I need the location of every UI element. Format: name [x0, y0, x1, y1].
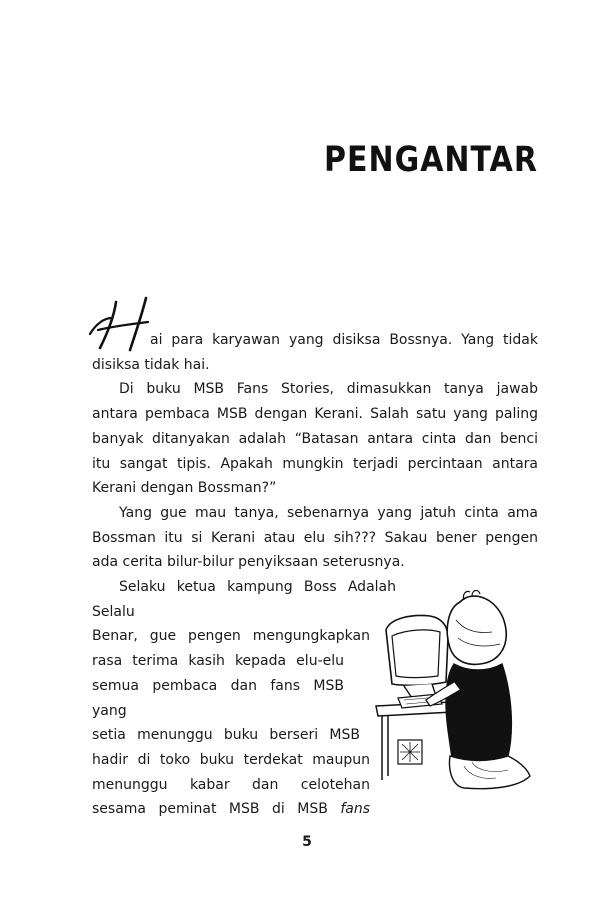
- page-number: 5: [302, 834, 312, 850]
- text-line: banyak ditanyakan adalah “Batasan antara cinta dan benci: [92, 430, 538, 447]
- text-line: ada cerita bilur-bilur penyiksaan seterusnya.: [92, 554, 405, 571]
- text-line: Kerani dengan Bossman?”: [92, 480, 277, 497]
- text-line: hadir di toko buku terdekat maupun: [92, 751, 370, 768]
- text-line-last: [92, 797, 370, 822]
- text-line: Benar, gue pengen mengungkapkan: [92, 628, 370, 645]
- text-line: Yang gue mau tanya, sebenarnya yang jatuh cinta ama: [119, 504, 538, 521]
- text-line: Selaku ketua kampung Boss Adalah Selalu: [92, 579, 396, 620]
- chapter-title: PENGANTAR: [324, 140, 538, 181]
- text-line: semua pembaca dan fans MSB yang: [92, 677, 344, 719]
- text-line-italic: fans: [340, 801, 371, 818]
- text-line: itu sangat tipis. Apakah mungkin terjadi percintaan antara: [92, 455, 538, 472]
- text-line: disiksa tidak hai.: [92, 356, 210, 373]
- girl-at-computer-illustration: [368, 590, 538, 790]
- text-line: antara pembaca MSB dengan Kerani. Salah satu yang paling: [92, 406, 538, 423]
- text-line: setia menunggu buku berseri MSB: [92, 727, 360, 744]
- text-line-normal: sesama peminat MSB di MSB: [92, 801, 328, 818]
- text-line: ai para karyawan yang disiksa Bossnya. Yang tidak: [150, 332, 538, 348]
- text-line: rasa terima kasih kepada elu-elu: [92, 653, 344, 670]
- text-line: Bossman itu si Kerani atau elu sih??? Sakau bener pengen: [92, 529, 538, 546]
- text-line: Di buku MSB Fans Stories, dimasukkan tanya jawab: [119, 381, 538, 398]
- text-line: menunggu kabar dan celotehan: [92, 776, 370, 793]
